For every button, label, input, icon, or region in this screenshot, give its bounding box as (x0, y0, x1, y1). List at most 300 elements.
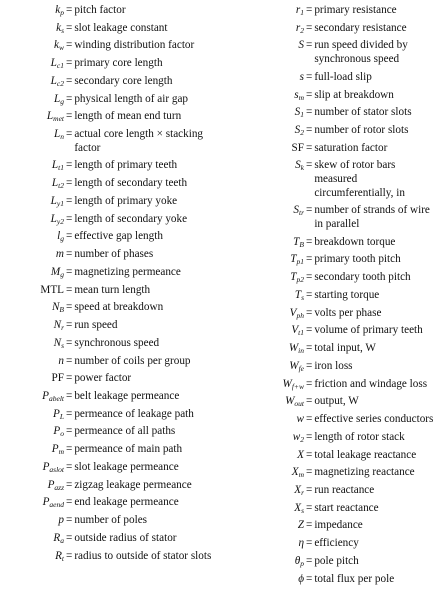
entry-symbol (0, 390, 64, 404)
symbol-base: L (50, 194, 57, 207)
symbol-base: X (294, 501, 302, 514)
glossary-entry (220, 360, 436, 374)
entry-definition: number of coils per group (74, 354, 191, 367)
glossary-entry (0, 496, 216, 510)
glossary-entry (220, 253, 436, 267)
glossary-entry (220, 484, 436, 498)
glossary-entry (0, 461, 216, 475)
symbol-base: R (53, 531, 61, 544)
glossary-entry (220, 124, 436, 138)
glossary-entry (220, 413, 436, 427)
glossary-entry (220, 307, 436, 321)
symbol-base: S (294, 124, 301, 136)
entry-symbol (0, 319, 64, 333)
entry-definition: secondary tooth pitch (314, 271, 411, 284)
symbol-subscript: t2 (58, 181, 64, 191)
equals-sign: = (306, 235, 313, 248)
symbol-subscript: n (60, 132, 64, 142)
equals-sign: = (306, 430, 313, 443)
entry-symbol (0, 22, 64, 36)
symbol-subscript: m (298, 470, 304, 480)
symbol-subscript: m (58, 447, 64, 457)
symbol-base: P (51, 443, 59, 456)
glossary-entry (0, 57, 216, 71)
symbol-base: L (50, 212, 57, 225)
symbol-base: m (55, 248, 64, 261)
entry-symbol (220, 142, 304, 156)
entry-definition: secondary core length (74, 74, 173, 87)
symbol-base: T (294, 288, 302, 301)
equals-sign: = (66, 372, 73, 385)
glossary-entry (0, 425, 216, 439)
symbol-subscript: out (294, 399, 304, 409)
equals-sign: = (66, 336, 73, 349)
symbol-list-right (220, 4, 436, 590)
glossary-entry (220, 466, 436, 480)
equals-sign: = (66, 319, 73, 332)
entry-symbol (220, 289, 304, 303)
glossary-entry (0, 550, 216, 564)
entry-symbol (0, 230, 64, 244)
entry-definition: end leakage permeance (74, 496, 179, 509)
glossary-entry (220, 39, 436, 66)
entry-symbol (0, 177, 64, 191)
symbol-subscript: ph (296, 310, 304, 320)
symbol-base: P (47, 478, 55, 491)
entry-symbol (220, 39, 304, 53)
symbol-base: P (42, 496, 50, 509)
symbol-subscript: 1 (300, 110, 304, 120)
glossary-entry (0, 248, 216, 262)
entry-definition: iron loss (314, 359, 353, 372)
symbol-base: P (42, 460, 50, 473)
entry-symbol (0, 266, 64, 280)
glossary-entry (220, 159, 436, 200)
entry-symbol (0, 195, 64, 209)
symbol-subscript: 2 (300, 128, 304, 137)
glossary-entry (220, 573, 436, 587)
entry-definition: number of stator slots (314, 106, 412, 119)
equals-sign: = (306, 413, 313, 426)
symbol-base: MTL (40, 283, 64, 296)
entry-symbol (0, 425, 64, 439)
glossary-entry (0, 337, 216, 351)
entry-symbol (220, 4, 304, 18)
symbol-base: P (42, 390, 49, 403)
entry-symbol (220, 89, 304, 103)
entry-definition: mean turn length (74, 283, 151, 296)
symbol-subscript: aslot (49, 464, 64, 474)
entry-symbol (220, 253, 304, 267)
symbol-base: M (50, 265, 61, 278)
entry-symbol (0, 301, 64, 315)
symbol-base: p (58, 514, 64, 527)
entry-definition: winding distribution factor (74, 39, 195, 52)
glossary-entry (220, 204, 436, 231)
equals-sign: = (306, 141, 313, 154)
symbol-base: W (285, 395, 295, 408)
entry-symbol (0, 372, 64, 386)
entry-definition: total input, W (314, 342, 376, 355)
glossary-entry (220, 449, 436, 463)
symbol-subscript: fe (298, 363, 304, 373)
equals-sign: = (306, 466, 313, 479)
glossary-entry (0, 372, 216, 386)
entry-definition: impedance (314, 519, 363, 532)
symbol-base: L (54, 92, 61, 105)
glossary-entry (0, 514, 216, 528)
entry-definition: start reactance (314, 501, 379, 514)
symbol-base: L (50, 74, 57, 87)
symbol-base: l (57, 230, 61, 243)
entry-definition: permeance of all paths (74, 425, 176, 438)
equals-sign: = (66, 159, 73, 172)
symbol-base: T (293, 235, 300, 248)
glossary-entry (0, 532, 216, 546)
entry-symbol (0, 39, 64, 53)
entry-definition: actual core length × stacking factor (74, 128, 204, 154)
glossary-entry (220, 502, 436, 516)
entry-definition: speed at breakdown (74, 301, 164, 314)
entry-definition: total leakage reactance (314, 448, 417, 461)
symbol-subscript: s (61, 340, 64, 350)
entry-symbol (0, 479, 64, 493)
entry-symbol (220, 502, 304, 516)
entry-definition: magnetizing reactance (314, 466, 415, 479)
entry-definition: breakdown torque (314, 235, 396, 248)
glossary-entry (0, 159, 216, 173)
entry-definition: total flux per pole (314, 572, 395, 585)
equals-sign: = (306, 124, 313, 136)
entry-definition: length of primary yoke (74, 194, 178, 207)
entry-definition: pole pitch (314, 554, 359, 567)
symbol-base: s (294, 88, 299, 101)
symbol-base: s (299, 70, 304, 83)
entry-definition: magnetizing permeance (74, 265, 181, 278)
entry-symbol (220, 378, 304, 392)
entry-symbol (220, 573, 304, 587)
entry-definition: effective gap length (74, 230, 163, 243)
glossary-entry (220, 4, 436, 18)
symbol-base: r (295, 21, 301, 34)
entry-definition: volts per phase (314, 306, 382, 319)
symbol-base: V (291, 324, 299, 337)
symbol-subscript: y1 (56, 198, 64, 208)
glossary-entry (0, 128, 216, 155)
equals-sign: = (66, 110, 73, 123)
entry-symbol (0, 550, 64, 564)
equals-sign: = (306, 484, 313, 496)
entry-definition: volume of primary teeth (314, 324, 423, 337)
entry-definition: outside radius of stator (74, 531, 177, 544)
symbol-subscript: s (301, 292, 304, 302)
entry-symbol (0, 213, 64, 227)
symbol-base: L (51, 159, 59, 172)
entry-symbol (220, 413, 304, 427)
entry-definition: efficiency (314, 537, 359, 550)
symbol-subscript: c1 (56, 61, 64, 71)
entry-definition: physical length of air gap (74, 92, 189, 105)
symbol-base: N (53, 319, 62, 332)
entry-symbol (220, 360, 304, 374)
glossary-entry (0, 195, 216, 209)
symbol-subscript: met (53, 114, 64, 124)
symbol-base: w (292, 430, 301, 443)
equals-sign: = (306, 159, 313, 172)
symbol-list-left (0, 4, 216, 567)
entry-symbol (0, 461, 64, 475)
glossary-entry (0, 355, 216, 369)
symbol-base: ϕ (298, 572, 304, 585)
equals-sign: = (66, 74, 73, 87)
symbol-subscript: 2 (300, 25, 304, 35)
entry-definition: radius to outside of stator slots (74, 549, 212, 562)
equals-sign: = (66, 443, 73, 456)
symbol-base: w (296, 413, 304, 426)
entry-symbol (220, 22, 304, 36)
symbol-base: S (294, 106, 301, 119)
glossary-entry (0, 230, 216, 244)
symbol-base: L (51, 177, 59, 190)
equals-sign: = (66, 514, 73, 527)
entry-symbol (0, 128, 64, 142)
entry-symbol (0, 284, 64, 298)
equals-sign: = (66, 478, 73, 491)
glossary-entry (0, 266, 216, 280)
symbol-base: P (52, 407, 60, 420)
glossary-entry (0, 177, 216, 191)
equals-sign: = (66, 460, 73, 473)
entry-symbol (220, 484, 304, 498)
entry-definition: length of primary teeth (74, 159, 178, 172)
symbol-subscript: r (301, 488, 304, 497)
symbol-subscript: p1 (296, 257, 304, 267)
symbol-base: SF (291, 141, 304, 154)
equals-sign: = (66, 230, 73, 243)
entry-symbol (220, 431, 304, 445)
symbol-subscript: B (59, 305, 64, 315)
equals-sign: = (306, 395, 313, 408)
entry-symbol (220, 395, 304, 409)
equals-sign: = (66, 21, 73, 34)
equals-sign: = (306, 70, 313, 83)
entry-definition: number of rotor slots (314, 124, 409, 136)
symbol-subscript: y2 (56, 216, 64, 226)
equals-sign: = (66, 128, 73, 141)
symbol-base: X (294, 484, 302, 496)
symbol-base: S (298, 39, 304, 52)
equals-sign: = (66, 177, 73, 190)
symbol-base: T (290, 253, 297, 266)
equals-sign: = (66, 283, 73, 296)
symbol-base: k (54, 39, 59, 52)
entry-definition: run speed divided by synchronous speed (314, 39, 408, 66)
equals-sign: = (66, 390, 73, 403)
entry-definition: number of strands of wire in parallel (314, 204, 430, 230)
entry-symbol (220, 466, 304, 480)
symbol-subscript: s (61, 25, 64, 35)
glossary-entry (220, 22, 436, 36)
glossary-entry (220, 71, 436, 85)
symbol-subscript: 2 (300, 434, 304, 444)
glossary-entry (0, 75, 216, 89)
equals-sign: = (306, 271, 313, 284)
entry-symbol (220, 324, 304, 338)
symbol-base: S (295, 159, 301, 172)
entry-symbol (220, 71, 304, 85)
entry-symbol (220, 537, 304, 551)
glossary-entry (220, 106, 436, 120)
symbol-subscript: B (299, 239, 304, 249)
symbol-subscript: f+w (291, 381, 304, 391)
entry-definition: power factor (74, 372, 132, 385)
symbol-subscript: 1 (300, 8, 304, 17)
entry-definition: saturation factor (314, 141, 388, 154)
glossary-entry (0, 110, 216, 124)
glossary-entry (0, 408, 216, 422)
equals-sign: = (66, 407, 73, 420)
glossary-entry (0, 39, 216, 53)
glossary-entry (220, 289, 436, 303)
symbol-subscript: p2 (296, 275, 304, 285)
entry-symbol (220, 519, 304, 533)
equals-sign: = (306, 448, 313, 461)
symbol-base: W (288, 342, 299, 355)
symbol-base: W (282, 377, 292, 390)
symbol-base: k (56, 21, 62, 34)
symbol-subscript: k (300, 163, 304, 173)
entry-definition: number of phases (74, 248, 154, 261)
entry-definition: full-load slip (314, 70, 372, 83)
glossary-entry (220, 395, 436, 409)
symbol-base: P (53, 425, 61, 438)
symbol-base: Z (297, 519, 304, 532)
equals-sign: = (306, 21, 313, 34)
symbol-subscript: g (60, 269, 64, 279)
equals-sign: = (306, 324, 313, 337)
entry-definition: length of secondary yoke (74, 212, 188, 225)
equals-sign: = (306, 106, 313, 119)
entry-definition: synchronous speed (74, 336, 160, 349)
equals-sign: = (66, 354, 73, 367)
entry-definition: skew of rotor bars measured circumferentially, in (314, 159, 405, 199)
equals-sign: = (306, 501, 313, 514)
entry-symbol (0, 337, 64, 351)
symbol-subscript: m (298, 92, 304, 102)
symbol-base: X (297, 448, 304, 461)
entry-definition: zigzag leakage permeance (74, 478, 192, 491)
symbol-subscript: t1 (58, 163, 64, 173)
entry-symbol (220, 204, 304, 218)
symbol-subscript: p (60, 8, 64, 17)
glossary-entry (220, 537, 436, 551)
entry-definition: friction and windage loss (314, 377, 428, 390)
symbol-subscript: in (298, 346, 304, 356)
entry-symbol (0, 110, 64, 124)
glossary-entry (220, 271, 436, 285)
symbol-base: N (53, 336, 62, 349)
equals-sign: = (306, 359, 313, 372)
entry-symbol (220, 124, 304, 138)
symbol-subscript: c2 (56, 78, 64, 88)
entry-symbol (220, 555, 304, 569)
entry-definition: number of poles (74, 514, 148, 527)
symbol-subscript: g (60, 234, 64, 244)
symbol-base: S (293, 204, 299, 217)
equals-sign: = (306, 342, 313, 355)
entry-definition: belt leakage permeance (74, 390, 180, 403)
entry-definition: run speed (74, 319, 118, 332)
symbol-subscript: w (58, 43, 64, 53)
entry-definition: pitch factor (74, 4, 126, 16)
glossary-entry (0, 213, 216, 227)
equals-sign: = (306, 39, 313, 52)
entry-definition: primary tooth pitch (314, 253, 401, 266)
symbol-base: n (58, 354, 64, 367)
symbol-subscript: r (61, 323, 64, 333)
symbol-subscript: p (300, 558, 304, 568)
equals-sign: = (306, 519, 313, 532)
entry-symbol (0, 57, 64, 71)
entry-symbol (220, 159, 304, 173)
equals-sign: = (306, 253, 313, 266)
entry-definition: slot leakage constant (74, 21, 168, 34)
equals-sign: = (306, 4, 313, 16)
symbol-subscript: abelt (49, 394, 64, 404)
entry-symbol (0, 443, 64, 457)
symbol-base: N (51, 301, 60, 314)
symbol-subscript: o (60, 429, 64, 439)
equals-sign: = (66, 57, 73, 70)
glossary-entry (220, 89, 436, 103)
glossary-entry (220, 431, 436, 445)
symbol-base: L (54, 128, 61, 141)
entry-symbol (220, 307, 304, 321)
symbol-subscript: t1 (298, 328, 304, 338)
entry-symbol (0, 496, 64, 510)
entry-definition: output, W (314, 395, 359, 408)
entry-symbol (0, 408, 64, 422)
symbol-subscript: azz (54, 482, 64, 492)
entry-symbol (0, 75, 64, 89)
entry-symbol (0, 159, 64, 173)
equals-sign: = (306, 572, 313, 585)
glossary-entry (220, 378, 436, 392)
equals-sign: = (66, 265, 73, 278)
entry-definition: length of rotor stack (314, 430, 405, 443)
entry-symbol (0, 532, 64, 546)
equals-sign: = (66, 92, 73, 105)
entry-symbol (220, 106, 304, 120)
entry-symbol (220, 236, 304, 250)
equals-sign: = (66, 194, 73, 207)
equals-sign: = (66, 4, 73, 16)
glossary-entry (0, 443, 216, 457)
symbol-base: T (290, 271, 297, 284)
glossary-entry (220, 555, 436, 569)
equals-sign: = (66, 425, 73, 438)
entry-symbol (0, 93, 64, 107)
equals-sign: = (66, 212, 73, 225)
equals-sign: = (66, 301, 73, 314)
symbol-base: r (295, 4, 301, 16)
symbol-base: θ (294, 554, 301, 567)
entry-definition: slip at breakdown (314, 88, 394, 101)
entry-definition: primary core length (74, 57, 163, 70)
symbol-subscript: g (60, 96, 64, 106)
equals-sign: = (306, 204, 313, 217)
symbol-subscript: a (60, 535, 64, 545)
